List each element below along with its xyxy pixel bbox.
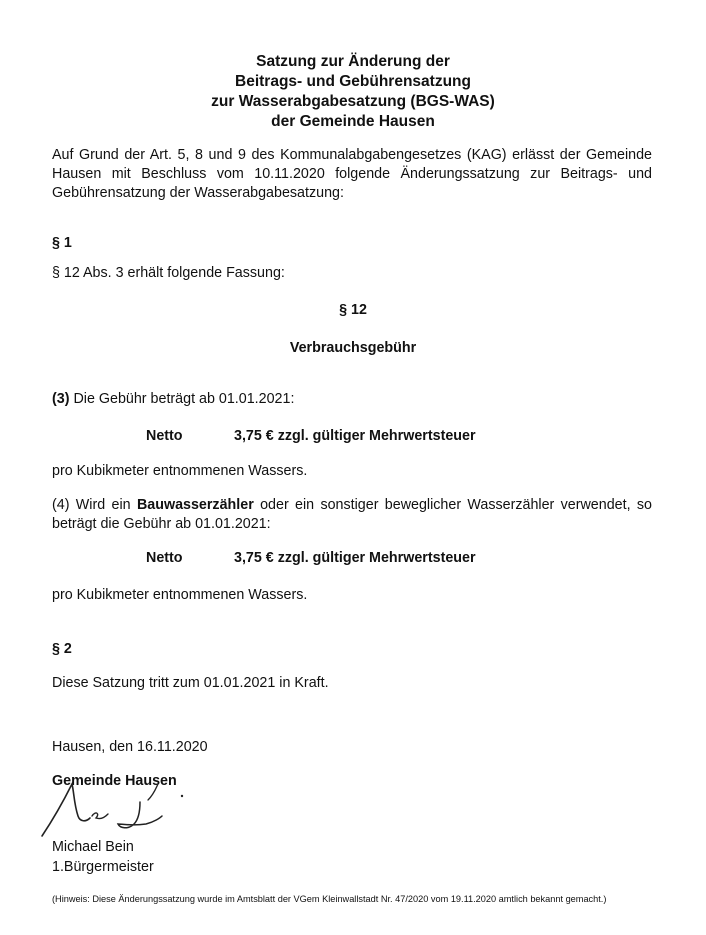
handwritten-signature-icon: [36, 770, 206, 840]
title-line-1: Satzung zur Änderung der: [256, 53, 450, 70]
title-line-4: der Gemeinde Hausen: [271, 113, 435, 130]
paragraph-4: [52, 496, 652, 534]
signing-authority: Gemeinde Hausen: [52, 773, 177, 789]
section-2-text: Diese Satzung tritt zum 01.01.2021 in Kraft.: [52, 675, 329, 691]
fee-2-value: 3,75 € zzgl. gültiger Mehrwertsteuer: [234, 550, 476, 566]
title-line-2: Beitrags- und Gebührensatzung: [235, 73, 471, 90]
paragraph-12-title: Verbrauchsgebühr: [289, 340, 417, 356]
paragraph-4-bold: Bauwasserzähler: [136, 497, 254, 513]
publication-note: (Hinweis: Diese Änderungssatzung wurde im Amtsblatt der VGem Kleinwallstadt Nr. 47/2020 vom 19.11.2020 amtlich bekannt gemacht.): [52, 894, 607, 904]
unit-2-text: pro Kubikmeter entnommenen Wassers.: [52, 587, 308, 603]
fee-2-label: Netto: [146, 550, 183, 566]
paragraph-3-text: Die Gebühr beträgt ab 01.01.2021:: [69, 391, 295, 407]
fee-1-label: Netto: [146, 428, 183, 444]
document-title: [0, 52, 706, 132]
section-1-heading: § 1: [52, 235, 72, 251]
signatory-name: Michael Bein: [52, 839, 134, 855]
signatory-role: 1.Bürgermeister: [52, 859, 154, 875]
section-1-intro: § 12 Abs. 3 erhält folgende Fassung:: [52, 265, 285, 281]
paragraph-4-start: (4) Wird ein: [52, 497, 137, 513]
paragraph-3: [52, 390, 652, 409]
place-date: Hausen, den 16.11.2020: [52, 739, 208, 755]
paragraph-4-end: oder ein sonstiger beweglicher Wasserzähler verwendet, so beträgt die Gebühr ab 01.01.2021:: [52, 497, 652, 532]
paragraph-12-heading: § 12: [339, 302, 367, 318]
title-line-3: zur Wasserabgabesatzung (BGS-WAS): [211, 93, 495, 110]
unit-1-text: pro Kubikmeter entnommenen Wassers.: [52, 463, 308, 479]
section-2-heading: § 2: [52, 641, 72, 657]
preamble-paragraph: Auf Grund der Art. 5, 8 und 9 des Kommunalabgabengesetzes (KAG) erlässt der Gemeinde Hausen mit Beschluss vom 10.11.2020 folgende Änderungssatzung zur Beitrags- und Gebührensatzung der Wasserabgabesatzung:: [52, 147, 652, 201]
fee-1-value: 3,75 € zzgl. gültiger Mehrwertsteuer: [234, 428, 476, 444]
paragraph-3-number: (3): [52, 391, 70, 407]
